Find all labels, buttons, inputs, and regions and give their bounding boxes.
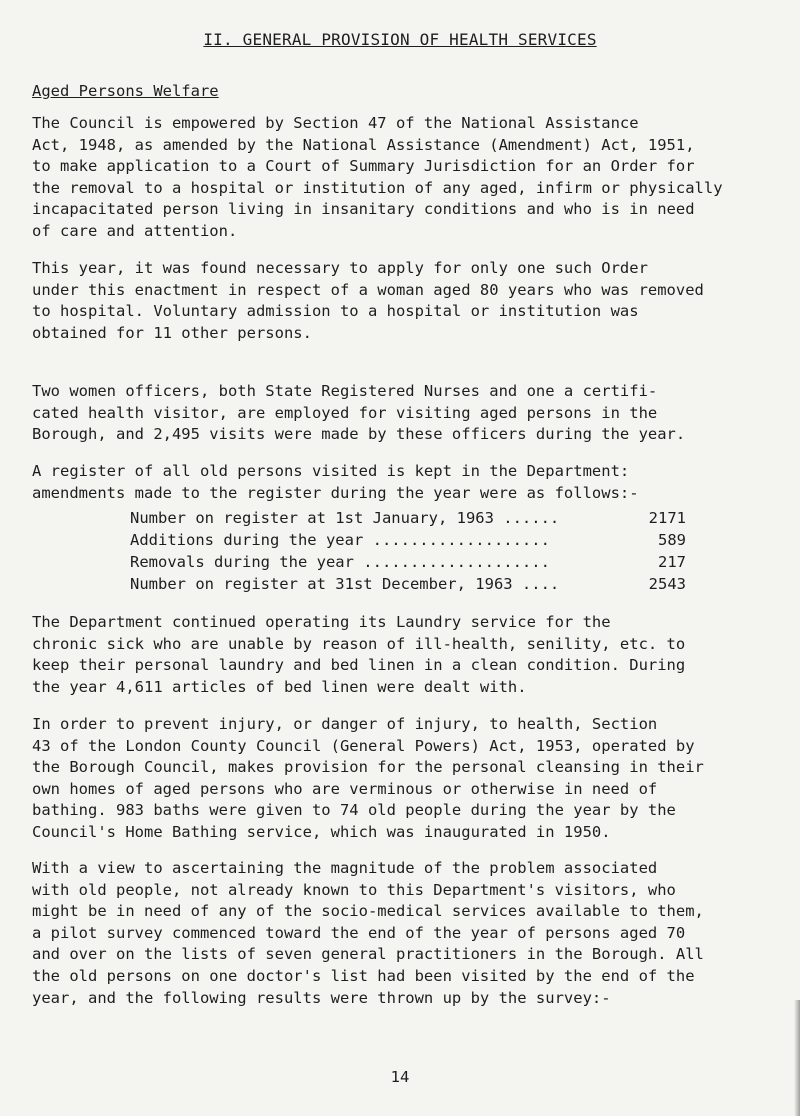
register-row-label: Number on register at 31st December, 1963 .... — [130, 575, 560, 593]
paragraph-home-bathing: In order to prevent injury, or danger of injury, to health, Section 43 of the London County Council (General Powers) Act, 1953, operated by the Borough Council, makes provision for the personal cleansing in their own homes of aged persons who are verminous or otherwise in need of bathing. 983 baths were given to 74 old people during the year by the Council's Home Bathing service, which was inaugurated in 1950. — [32, 715, 704, 841]
register-row-label: Additions during the year ................... — [130, 531, 550, 549]
paragraph-register-intro: A register of all old persons visited is kept in the Department: amendments made to the register during the year were as follows:- — [32, 462, 639, 502]
register-row — [130, 530, 686, 551]
register-row — [130, 574, 686, 595]
register-row-value: 2171 — [648, 509, 686, 527]
register-row — [130, 552, 686, 573]
scan-edge-shadow — [794, 1000, 800, 1116]
paragraph-laundry-service: The Department continued operating its Laundry service for the chronic sick who are unable by reason of ill-health, senility, etc. to keep their personal laundry and bed linen in a clean condition. During the year 4,611 articles of bed linen were dealt with. — [32, 613, 686, 696]
register-row-value: 2543 — [648, 575, 686, 593]
register-row-label: Number on register at 1st January, 1963 ...... — [130, 509, 560, 527]
register-row — [130, 508, 686, 529]
paragraph-women-officers: Two women officers, both State Registered Nurses and one a certifi- cated health visitor, are employed for visiting aged persons in the Borough, and 2,495 visits were made by these officers during the year. — [32, 382, 686, 444]
paragraph-orders: This year, it was found necessary to apply for only one such Order under this enactment in respect of a woman aged 80 years who was removed to hospital. Voluntary admission to a hospital or institution was obtained for 11 other persons. — [32, 259, 704, 342]
register-row-value: 589 — [658, 531, 686, 549]
paragraph-pilot-survey: With a view to ascertaining the magnitude of the problem associated with old people, not already known to this Department's visitors, who might be in need of any of the socio-medical services available to them, a pilot survey commenced toward the end of the year of persons aged 70 and over on the lists of seven general practitioners in the Borough. All the old persons on one doctor's list had been visited by the end of the year, and the following results were thrown up by the survey:- — [32, 859, 704, 1007]
register-row-value: 217 — [658, 553, 686, 571]
section-heading: II. GENERAL PROVISION OF HEALTH SERVICES — [203, 30, 597, 49]
register-row-label: Removals during the year .................... — [130, 553, 550, 571]
subheading-aged-persons-welfare: Aged Persons Welfare — [32, 82, 219, 100]
page-number: 14 — [390, 1068, 410, 1086]
paragraph-section-47: The Council is empowered by Section 47 of the National Assistance Act, 1948, as amended by the National Assistance (Amendment) Act, 1951, to make application to a Court of Summary Jurisdiction for an Order for the removal to a hospital or institution of any aged, infirm or physically incapacitated person living in insanitary conditions and who is in need of care and attention. — [32, 114, 723, 240]
